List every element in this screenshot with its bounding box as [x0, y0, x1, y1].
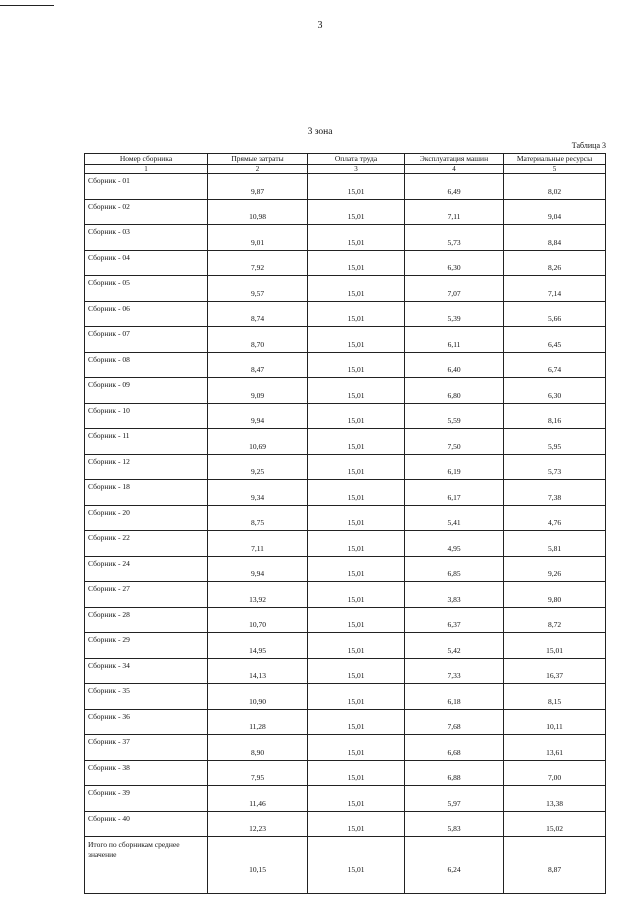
collection-name: Сборник - 35	[85, 684, 208, 710]
column-number: 2	[208, 165, 308, 174]
material-resources-value: 13,38	[504, 786, 606, 812]
table-body	[85, 174, 606, 894]
labor-pay-value: 15,01	[308, 811, 405, 837]
direct-costs-value: 10,15	[208, 837, 308, 894]
labor-pay-value: 15,01	[308, 378, 405, 404]
table-row	[85, 352, 606, 378]
labor-pay-value: 15,01	[308, 199, 405, 225]
material-resources-value: 6,74	[504, 352, 606, 378]
machine-operation-value: 7,33	[405, 658, 504, 684]
table-row	[85, 582, 606, 608]
machine-operation-value: 6,80	[405, 378, 504, 404]
collection-name: Итого по сборникам среднее значение	[85, 837, 208, 894]
material-resources-value: 8,87	[504, 837, 606, 894]
collection-name: Сборник - 10	[85, 403, 208, 429]
direct-costs-value: 8,74	[208, 301, 308, 327]
table-row	[85, 480, 606, 506]
machine-operation-value: 6,18	[405, 684, 504, 710]
direct-costs-value: 9,09	[208, 378, 308, 404]
zone-title: 3 зона	[307, 127, 333, 137]
table-row	[85, 607, 606, 633]
collection-name: Сборник - 07	[85, 327, 208, 353]
header-row	[85, 154, 606, 165]
material-resources-value: 16,37	[504, 658, 606, 684]
labor-pay-value: 15,01	[308, 352, 405, 378]
direct-costs-value: 7,11	[208, 531, 308, 557]
column-number-row	[85, 165, 606, 174]
table-row	[85, 429, 606, 455]
labor-pay-value: 15,01	[308, 454, 405, 480]
collection-name: Сборник - 09	[85, 378, 208, 404]
column-header: Оплата труда	[308, 154, 405, 165]
machine-operation-value: 5,59	[405, 403, 504, 429]
material-resources-value: 7,00	[504, 760, 606, 786]
column-header: Эксплуатация машин	[405, 154, 504, 165]
material-resources-value: 9,04	[504, 199, 606, 225]
table-row	[85, 327, 606, 353]
machine-operation-value: 6,85	[405, 556, 504, 582]
machine-operation-value: 6,88	[405, 760, 504, 786]
corner-rule	[0, 5, 54, 6]
material-resources-value: 8,16	[504, 403, 606, 429]
direct-costs-value: 13,92	[208, 582, 308, 608]
column-number: 5	[504, 165, 606, 174]
machine-operation-value: 3,83	[405, 582, 504, 608]
material-resources-value: 5,81	[504, 531, 606, 557]
direct-costs-value: 8,70	[208, 327, 308, 353]
machine-operation-value: 7,07	[405, 276, 504, 302]
table-row	[85, 811, 606, 837]
collection-name: Сборник - 04	[85, 250, 208, 276]
machine-operation-value: 7,11	[405, 199, 504, 225]
machine-operation-value: 4,95	[405, 531, 504, 557]
column-header: Материальные ресурсы	[504, 154, 606, 165]
collection-name: Сборник - 39	[85, 786, 208, 812]
direct-costs-value: 9,34	[208, 480, 308, 506]
table-row	[85, 531, 606, 557]
labor-pay-value: 15,01	[308, 531, 405, 557]
material-resources-value: 5,66	[504, 301, 606, 327]
direct-costs-value: 14,95	[208, 633, 308, 659]
labor-pay-value: 15,01	[308, 684, 405, 710]
labor-pay-value: 15,01	[308, 582, 405, 608]
collection-name: Сборник - 36	[85, 709, 208, 735]
labor-pay-value: 15,01	[308, 276, 405, 302]
collection-name: Сборник - 20	[85, 505, 208, 531]
table-row	[85, 658, 606, 684]
column-header: Номер сборника	[85, 154, 208, 165]
material-resources-value: 6,30	[504, 378, 606, 404]
table-row	[85, 760, 606, 786]
labor-pay-value: 15,01	[308, 633, 405, 659]
direct-costs-value: 9,87	[208, 174, 308, 200]
material-resources-value: 8,15	[504, 684, 606, 710]
table-row	[85, 174, 606, 200]
material-resources-value: 8,72	[504, 607, 606, 633]
table-row	[85, 378, 606, 404]
machine-operation-value: 6,37	[405, 607, 504, 633]
labor-pay-value: 15,01	[308, 735, 405, 761]
direct-costs-value: 9,01	[208, 225, 308, 251]
material-resources-value: 13,61	[504, 735, 606, 761]
labor-pay-value: 15,01	[308, 250, 405, 276]
total-row	[85, 837, 606, 894]
labor-pay-value: 15,01	[308, 225, 405, 251]
table-row	[85, 225, 606, 251]
collection-name: Сборник - 22	[85, 531, 208, 557]
labor-pay-value: 15,01	[308, 429, 405, 455]
direct-costs-value: 9,57	[208, 276, 308, 302]
material-resources-value: 8,84	[504, 225, 606, 251]
labor-pay-value: 15,01	[308, 505, 405, 531]
collection-name: Сборник - 11	[85, 429, 208, 455]
machine-operation-value: 6,24	[405, 837, 504, 894]
machine-operation-value: 5,42	[405, 633, 504, 659]
labor-pay-value: 15,01	[308, 786, 405, 812]
labor-pay-value: 15,01	[308, 403, 405, 429]
labor-pay-value: 15,01	[308, 837, 405, 894]
collection-name: Сборник - 34	[85, 658, 208, 684]
collection-name: Сборник - 29	[85, 633, 208, 659]
direct-costs-value: 11,46	[208, 786, 308, 812]
collection-name: Сборник - 08	[85, 352, 208, 378]
material-resources-value: 8,26	[504, 250, 606, 276]
direct-costs-value: 14,13	[208, 658, 308, 684]
labor-pay-value: 15,01	[308, 556, 405, 582]
collection-name: Сборник - 37	[85, 735, 208, 761]
material-resources-value: 4,76	[504, 505, 606, 531]
collection-name: Сборник - 18	[85, 480, 208, 506]
labor-pay-value: 15,01	[308, 301, 405, 327]
machine-operation-value: 5,97	[405, 786, 504, 812]
material-resources-value: 9,80	[504, 582, 606, 608]
material-resources-value: 7,38	[504, 480, 606, 506]
table-row	[85, 505, 606, 531]
material-resources-value: 9,26	[504, 556, 606, 582]
column-number: 4	[405, 165, 504, 174]
table-row	[85, 199, 606, 225]
material-resources-value: 5,95	[504, 429, 606, 455]
direct-costs-value: 10,98	[208, 199, 308, 225]
page-number: 3	[317, 20, 323, 31]
labor-pay-value: 15,01	[308, 760, 405, 786]
collection-name: Сборник - 01	[85, 174, 208, 200]
machine-operation-value: 6,11	[405, 327, 504, 353]
direct-costs-value: 11,28	[208, 709, 308, 735]
machine-operation-value: 5,73	[405, 225, 504, 251]
cost-index-table	[84, 153, 606, 894]
machine-operation-value: 6,49	[405, 174, 504, 200]
direct-costs-value: 8,90	[208, 735, 308, 761]
table-row	[85, 454, 606, 480]
machine-operation-value: 5,41	[405, 505, 504, 531]
material-resources-value: 5,73	[504, 454, 606, 480]
collection-name: Сборник - 24	[85, 556, 208, 582]
labor-pay-value: 15,01	[308, 658, 405, 684]
collection-name: Сборник - 03	[85, 225, 208, 251]
machine-operation-value: 6,19	[405, 454, 504, 480]
direct-costs-value: 8,75	[208, 505, 308, 531]
machine-operation-value: 6,68	[405, 735, 504, 761]
collection-name: Сборник - 06	[85, 301, 208, 327]
column-number: 3	[308, 165, 405, 174]
direct-costs-value: 8,47	[208, 352, 308, 378]
material-resources-value: 6,45	[504, 327, 606, 353]
labor-pay-value: 15,01	[308, 607, 405, 633]
table-row	[85, 709, 606, 735]
machine-operation-value: 7,50	[405, 429, 504, 455]
material-resources-value: 15,01	[504, 633, 606, 659]
collection-name: Сборник - 05	[85, 276, 208, 302]
material-resources-value: 7,14	[504, 276, 606, 302]
machine-operation-value: 5,83	[405, 811, 504, 837]
table-label: Таблица 3	[571, 141, 606, 150]
table-row	[85, 633, 606, 659]
machine-operation-value: 5,39	[405, 301, 504, 327]
collection-name: Сборник - 27	[85, 582, 208, 608]
column-number: 1	[85, 165, 208, 174]
direct-costs-value: 10,90	[208, 684, 308, 710]
direct-costs-value: 7,92	[208, 250, 308, 276]
direct-costs-value: 10,69	[208, 429, 308, 455]
table-row	[85, 403, 606, 429]
collection-name: Сборник - 02	[85, 199, 208, 225]
machine-operation-value: 7,68	[405, 709, 504, 735]
material-resources-value: 8,02	[504, 174, 606, 200]
labor-pay-value: 15,01	[308, 709, 405, 735]
machine-operation-value: 6,40	[405, 352, 504, 378]
table-row	[85, 786, 606, 812]
material-resources-value: 15,02	[504, 811, 606, 837]
machine-operation-value: 6,17	[405, 480, 504, 506]
labor-pay-value: 15,01	[308, 174, 405, 200]
collection-name: Сборник - 38	[85, 760, 208, 786]
direct-costs-value: 9,25	[208, 454, 308, 480]
direct-costs-value: 7,95	[208, 760, 308, 786]
collection-name: Сборник - 28	[85, 607, 208, 633]
column-header: Прямые затраты	[208, 154, 308, 165]
table-row	[85, 556, 606, 582]
table-row	[85, 276, 606, 302]
machine-operation-value: 6,30	[405, 250, 504, 276]
collection-name: Сборник - 40	[85, 811, 208, 837]
table-row	[85, 250, 606, 276]
material-resources-value: 10,11	[504, 709, 606, 735]
direct-costs-value: 10,70	[208, 607, 308, 633]
table-row	[85, 684, 606, 710]
table-row	[85, 735, 606, 761]
direct-costs-value: 9,94	[208, 403, 308, 429]
labor-pay-value: 15,01	[308, 327, 405, 353]
labor-pay-value: 15,01	[308, 480, 405, 506]
direct-costs-value: 9,94	[208, 556, 308, 582]
table-row	[85, 301, 606, 327]
direct-costs-value: 12,23	[208, 811, 308, 837]
collection-name: Сборник - 12	[85, 454, 208, 480]
